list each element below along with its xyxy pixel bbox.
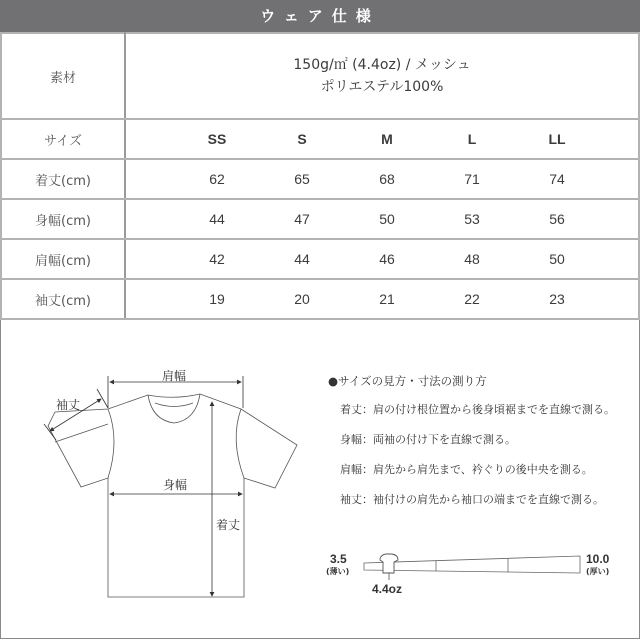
cell: 42	[209, 251, 225, 267]
size-ss: SS	[207, 131, 227, 147]
cell: 68	[379, 171, 395, 187]
cell: 23	[549, 291, 565, 307]
row-label-shoulder-width: 肩幅(cm)	[1, 239, 125, 279]
cell: 44	[209, 211, 225, 227]
cell: 19	[209, 291, 225, 307]
guide-item	[328, 491, 628, 507]
cell: 50	[549, 251, 565, 267]
page-title: ウェア仕様	[0, 0, 640, 32]
guide-item	[328, 401, 628, 417]
guide-item	[328, 431, 628, 447]
guide-term: 着丈	[340, 403, 362, 416]
row-values	[125, 279, 639, 319]
material-label: 素材	[1, 33, 125, 119]
thickness-min-value: 3.5	[330, 552, 347, 566]
tshirt-diagram	[0, 320, 320, 638]
cell: 46	[379, 251, 395, 267]
row-label-sleeve-length: 袖丈(cm)	[1, 279, 125, 319]
size-s: S	[297, 131, 307, 147]
row-label-body-width: 身幅(cm)	[1, 199, 125, 239]
guide-heading: ●サイズの見方・寸法の測り方	[328, 374, 487, 388]
spec-table	[0, 32, 640, 320]
material-line-2: ポリエステル100%	[320, 79, 444, 95]
material-row	[1, 33, 639, 119]
row-values	[125, 199, 639, 239]
cell: 74	[549, 171, 565, 187]
label-sleeve-length: 袖丈	[56, 398, 81, 412]
label-body-length: 着丈	[216, 518, 241, 532]
cell: 48	[464, 251, 480, 267]
table-row	[1, 199, 639, 239]
row-label-length: 着丈(cm)	[1, 159, 125, 199]
guide-term: 袖丈	[340, 493, 362, 506]
cell: 65	[294, 171, 310, 187]
guide-term: 身幅	[340, 433, 362, 446]
cell: 62	[209, 171, 225, 187]
guide-desc: ：肩の付け根位置から後身頃裾までを直線で測る。	[362, 403, 615, 416]
thickness-max-value: 10.0	[586, 552, 610, 566]
table-row	[1, 239, 639, 279]
cell: 53	[464, 211, 480, 227]
size-header-row	[1, 119, 639, 159]
row-values	[125, 239, 639, 279]
guide-term: 肩幅	[340, 463, 362, 476]
size-ll: LL	[548, 131, 566, 147]
guide-desc: ：袖付けの肩先から袖口の端までを直線で測る。	[362, 493, 604, 506]
thickness-min-label: (薄い)	[326, 567, 350, 576]
cell: 47	[294, 211, 310, 227]
thickness-marker-value: 4.4oz	[372, 582, 403, 596]
guide-desc: ：両袖の付け下を直線で測る。	[362, 433, 516, 446]
thickness-scale	[320, 540, 640, 610]
measurement-guide	[328, 373, 628, 521]
cell: 56	[549, 211, 565, 227]
size-header-cells	[125, 119, 639, 159]
material-line-1: 150g/㎡ (4.4oz) / メッシュ	[293, 57, 471, 73]
table-row	[1, 159, 639, 199]
label-body-width: 身幅	[163, 478, 188, 492]
cell: 71	[464, 171, 480, 187]
cell: 50	[379, 211, 395, 227]
label-shoulder-width: 肩幅	[162, 369, 187, 383]
size-l: L	[467, 131, 477, 147]
guide-item	[328, 461, 628, 477]
cell: 22	[464, 291, 480, 307]
material-value	[125, 33, 639, 119]
size-m: M	[381, 131, 393, 147]
cell: 44	[294, 251, 310, 267]
row-values	[125, 159, 639, 199]
size-header-label: サイズ	[1, 119, 125, 159]
cell: 21	[379, 291, 395, 307]
table-row	[1, 279, 639, 319]
thickness-max-label: (厚い)	[586, 567, 610, 576]
cell: 20	[294, 291, 310, 307]
guide-desc: ：肩先から肩先まで、衿ぐりの後中央を測る。	[362, 463, 593, 476]
